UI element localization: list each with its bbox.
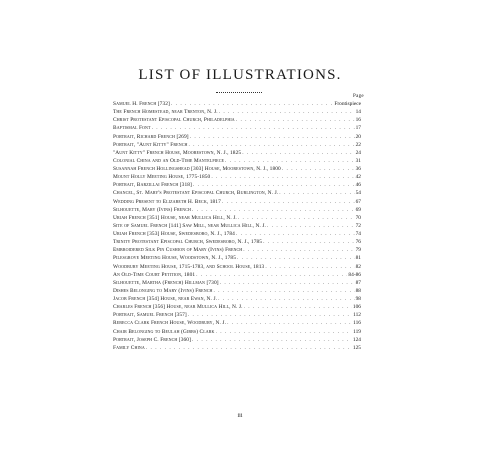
illustration-title: Christ Protestant Episcopal Church, Philadelphia xyxy=(113,117,235,124)
illustration-title: Portrait, Samuel French [357] xyxy=(113,312,187,319)
illustration-title: Uriah French [351] House, near Mullica Hill, N. J. xyxy=(113,214,237,221)
list-item xyxy=(113,198,361,206)
page-ref: 69 xyxy=(355,206,361,213)
dot-leader xyxy=(152,124,355,132)
page-ref: 22 xyxy=(355,141,361,148)
list-item xyxy=(113,238,361,246)
list-item xyxy=(113,181,361,189)
illustration-title: Wedding Present to Elizabeth H. Beck, 1817 xyxy=(113,198,221,205)
page-ref: 16 xyxy=(355,117,361,124)
dot-leader xyxy=(237,254,355,262)
dot-leader xyxy=(146,344,352,352)
dot-leader xyxy=(279,189,354,197)
dot-leader xyxy=(238,214,355,222)
page-ref: 72 xyxy=(355,222,361,229)
page-ref: 14 xyxy=(355,109,361,116)
page-ref: 112 xyxy=(353,312,361,319)
dot-leader xyxy=(192,206,355,214)
illustration-title: Susannah French Hollingshead [303] House, Moorestown, N. J., 1800 xyxy=(113,166,281,172)
page-ref: 79 xyxy=(355,247,361,254)
illustration-title: Site of Samuel French [141] Saw Mill, near Mullica Hill, N. J. xyxy=(113,222,266,229)
page-ref: 81 xyxy=(355,255,361,262)
illustration-title: Portrait, Richard French [269] xyxy=(113,133,189,140)
illustration-title: Portrait, "Aunt Kitty" French xyxy=(113,141,188,148)
dot-leader xyxy=(219,108,355,116)
illustration-title: Samuel H. French [732] xyxy=(113,101,170,107)
dot-leader xyxy=(196,271,347,279)
dot-leader xyxy=(216,328,353,336)
list-item xyxy=(113,263,361,271)
title-divider xyxy=(216,92,262,93)
illustration-title: Chancel, St. Mary's Protestant Episcopal Church, Burlington, N. J. xyxy=(113,190,279,197)
dot-leader xyxy=(244,303,352,311)
page-number: iii xyxy=(237,413,243,419)
page-ref: 42 xyxy=(355,174,361,181)
page-ref: 46 xyxy=(355,182,361,189)
dot-leader xyxy=(213,287,354,295)
dot-leader xyxy=(265,263,354,271)
page-ref: 124 xyxy=(352,336,361,343)
list-item xyxy=(113,328,361,336)
page-ref: 106 xyxy=(352,304,361,311)
page-ref: 88 xyxy=(355,287,361,294)
illustration-title: Silhouette, Martha (French) Hillman [730] xyxy=(113,279,219,286)
illustration-title: An Old-Time Court Petition, 1801 xyxy=(113,271,196,278)
dot-leader xyxy=(192,336,352,344)
page-ref: 24 xyxy=(355,149,361,156)
illustration-title: Rebecca Clark French House, Woodbury, N. J. xyxy=(113,320,227,327)
page-ref: 67 xyxy=(355,198,361,205)
illustration-title: Woodbury Meeting House, 1715-1783, and School House, 1813 xyxy=(113,263,265,270)
page-ref: 31 xyxy=(355,157,361,164)
illustrations-list xyxy=(113,100,361,352)
list-item xyxy=(113,287,361,295)
illustration-title: Embroidered Silk Pin Cushion of Mary (Ivins) French xyxy=(113,247,243,254)
page-ref: Frontispiece xyxy=(334,101,361,107)
illustration-title: Portrait, Barzillai French [318] xyxy=(113,182,192,189)
dot-leader xyxy=(171,100,333,108)
illustration-title: Silhouette, Mary (Ivins) French xyxy=(113,206,191,213)
list-item xyxy=(113,165,361,173)
illustration-title: Trinity Protestant Episcopal Church, Swedesboro, N. J., 1785 xyxy=(113,239,263,246)
list-item xyxy=(113,108,361,116)
list-item xyxy=(113,116,361,124)
page-ref: 70 xyxy=(355,214,361,221)
dot-leader xyxy=(188,311,352,319)
list-item xyxy=(113,271,361,279)
page-ref: 20 xyxy=(355,133,361,140)
list-item xyxy=(113,214,361,222)
list-item xyxy=(113,133,361,141)
page-ref: 36 xyxy=(355,166,361,172)
illustration-title: Family China xyxy=(113,344,145,351)
illustration-title: Uriah French [353] House, Swedesboro, N. J., 1784 xyxy=(113,231,235,237)
page-ref: 74 xyxy=(355,231,361,237)
dot-leader xyxy=(225,157,355,165)
illustration-title: Mount Holly Meeting House, 1775-1850 xyxy=(113,174,211,181)
page-ref: 84-86 xyxy=(348,271,361,278)
page-title: LIST OF ILLUSTRATIONS. xyxy=(138,67,342,83)
illustration-title: Pilesgrove Meeting House, Woodstown, N. J., 1785 xyxy=(113,255,236,262)
list-item xyxy=(113,319,361,327)
page-ref: 82 xyxy=(355,263,361,270)
page-ref: 76 xyxy=(355,239,361,246)
illustration-title: Dishes Belonging to Mary (Ivins) French xyxy=(113,287,213,294)
dot-leader xyxy=(236,230,355,238)
dot-leader xyxy=(220,279,355,287)
illustration-title: Portrait, Joseph C. French [360] xyxy=(113,336,191,343)
list-item xyxy=(113,157,361,165)
illustration-title: The French Homestead, near Trenton, N. J. xyxy=(113,109,218,116)
list-item xyxy=(113,100,361,108)
page-ref: 87 xyxy=(355,279,361,286)
list-item xyxy=(113,173,361,181)
list-item xyxy=(113,246,361,254)
page-ref: 125 xyxy=(352,344,361,351)
list-item xyxy=(113,311,361,319)
dot-leader xyxy=(190,133,355,141)
page-ref: 119 xyxy=(353,328,361,335)
page-ref: 54 xyxy=(355,190,361,197)
dot-leader xyxy=(282,165,355,173)
dot-leader xyxy=(267,222,355,230)
list-item xyxy=(113,303,361,311)
list-item xyxy=(113,206,361,214)
illustration-title: "Aunt Kitty" French House, Moorestown, N. J., 1825 xyxy=(113,149,242,156)
dot-leader xyxy=(263,238,355,246)
illustration-title: Colonial China and an Old-Time Mantelpiece xyxy=(113,157,225,164)
illustration-title: Jacob French [354] House, near Ewan, N. J. xyxy=(113,296,218,302)
list-item xyxy=(113,230,361,238)
list-item xyxy=(113,295,361,303)
dot-leader xyxy=(211,173,354,181)
dot-leader xyxy=(236,116,355,124)
dot-leader xyxy=(222,198,355,206)
illustration-title: Chair Belonging to Beulah (Gibbs) Clark xyxy=(113,328,215,335)
dot-leader xyxy=(242,149,354,157)
dot-leader xyxy=(243,246,354,254)
illustration-title: Baptismal Font xyxy=(113,125,151,132)
dot-leader xyxy=(188,141,354,149)
list-item xyxy=(113,279,361,287)
illustration-title: Charles French [356] House, near Mullica Hill, N. J. xyxy=(113,304,243,311)
page-ref: 98 xyxy=(355,296,361,302)
list-item xyxy=(113,344,361,352)
list-item xyxy=(113,222,361,230)
list-item xyxy=(113,124,361,132)
page-column-heading: Page xyxy=(353,94,364,99)
page-ref: 17 xyxy=(355,125,361,132)
dot-leader xyxy=(227,319,352,327)
list-item xyxy=(113,141,361,149)
page-ref: 116 xyxy=(353,320,361,327)
dot-leader xyxy=(218,295,355,303)
list-item xyxy=(113,254,361,262)
dot-leader xyxy=(193,181,355,189)
list-item xyxy=(113,336,361,344)
list-item xyxy=(113,189,361,197)
list-item xyxy=(113,149,361,157)
